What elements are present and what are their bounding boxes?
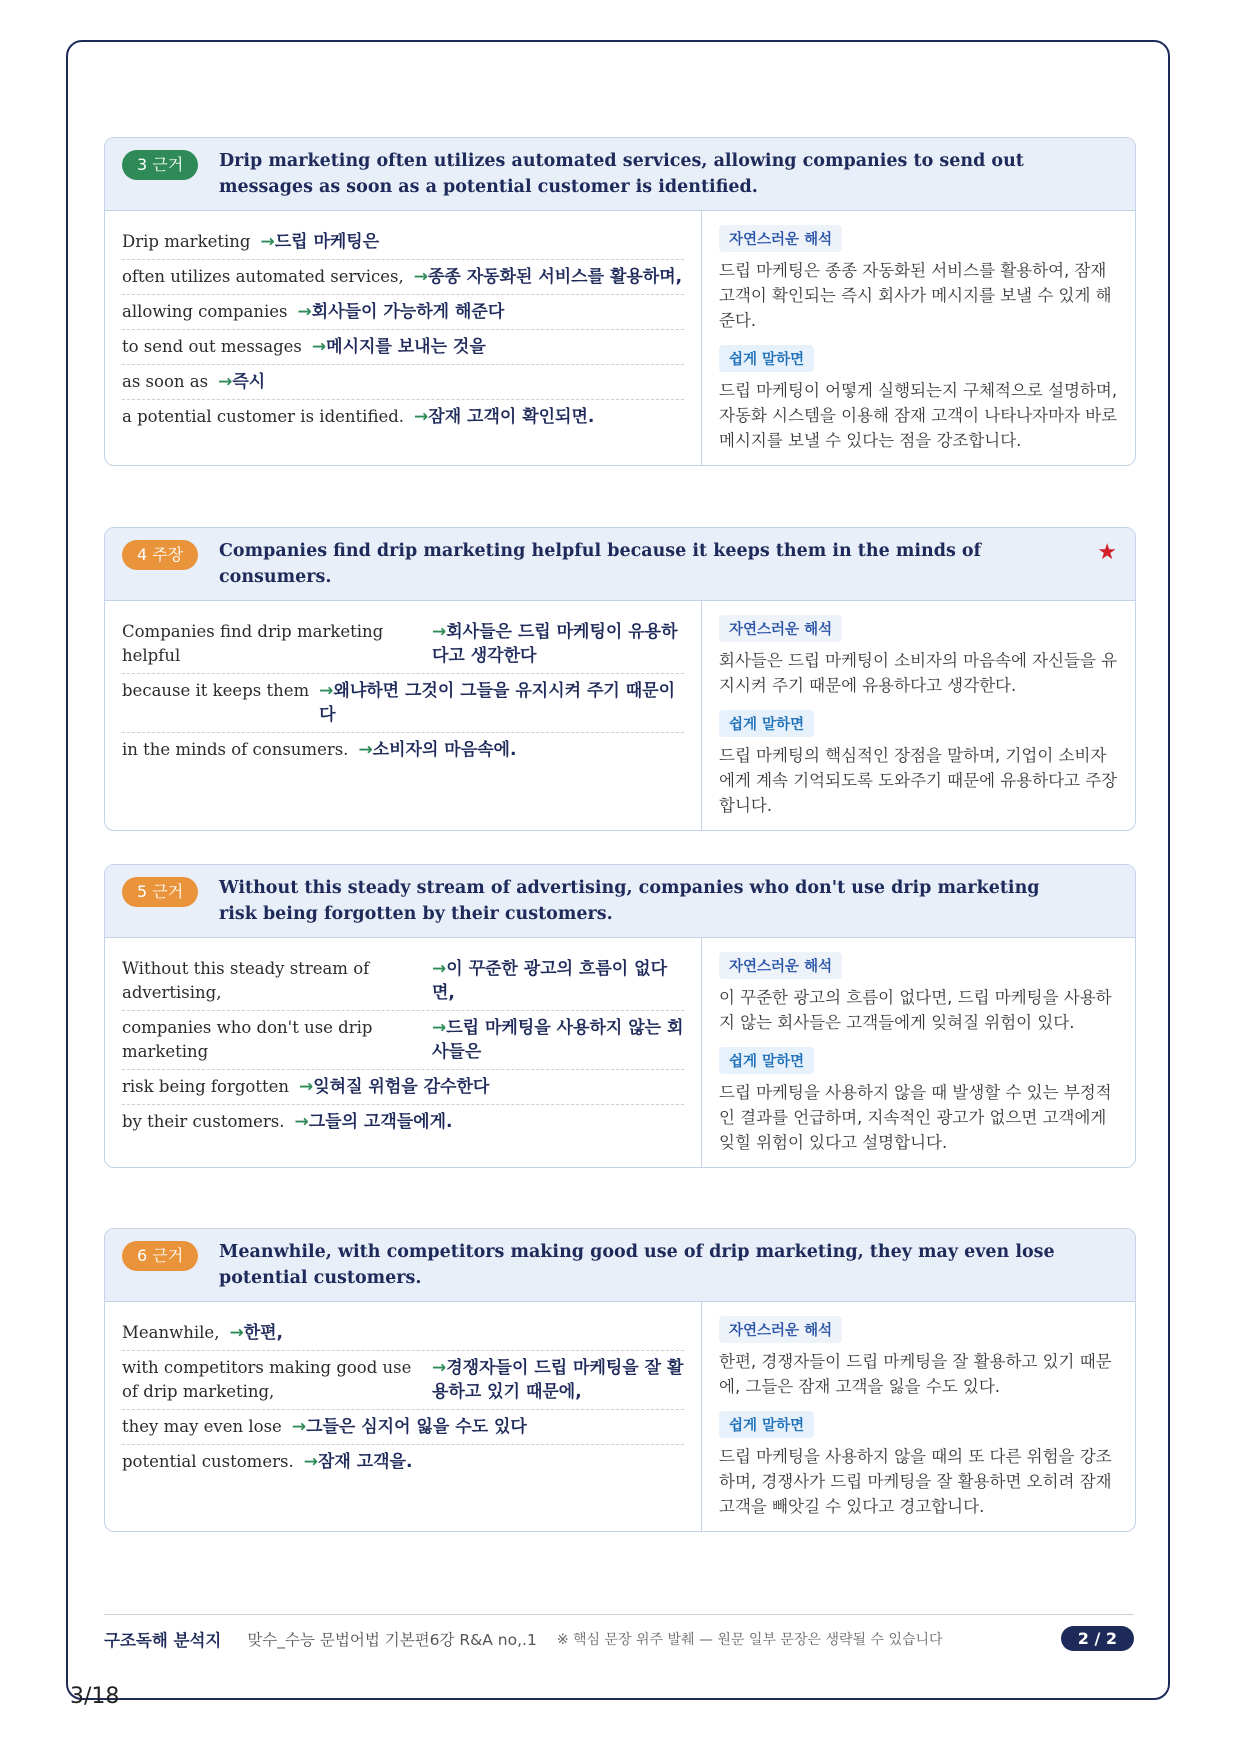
- chunk-en: often utilizes automated services,: [122, 267, 404, 286]
- chunk-en: Companies find drip marketing helpful: [122, 622, 384, 665]
- natural-label: 자연스러운 해석: [719, 615, 842, 642]
- interpretation-panel: [702, 1302, 1135, 1531]
- chunk-ko: 회사들은 드립 마케팅이 유용하다고 생각한다: [432, 622, 678, 666]
- chunk-row: [122, 330, 684, 365]
- easy-explanation: 드립 마케팅을 사용하지 않을 때의 또 다른 위험을 강조하며, 경쟁사가 드립 마케팅을 잘 활용하면 오히려 잠재 고객을 빼앗길 수 있다고 경고합니다.: [719, 1447, 1112, 1516]
- chunk-list: [105, 1302, 702, 1531]
- arrow-icon: →: [358, 740, 373, 760]
- chunk-ko: 경쟁자들이 드립 마케팅을 잘 활용하고 있기 때문에,: [432, 1358, 684, 1402]
- chunk-ko: 잠재 고객이 확인되면.: [428, 407, 595, 427]
- chunk-ko: 종종 자동화된 서비스를 활용하며,: [427, 267, 683, 287]
- chunk-ko: 그들의 고객들에게.: [308, 1112, 453, 1132]
- natural-label: 자연스러운 해석: [719, 225, 842, 252]
- footer-note: ※ 핵심 문장 위주 발췌 — 원문 일부 문장은 생략될 수 있습니다: [556, 1632, 943, 1648]
- chunk-en: in the minds of consumers.: [122, 740, 349, 759]
- chunk-list: [105, 938, 702, 1167]
- arrow-icon: →: [414, 407, 429, 427]
- chunk-en: Meanwhile,: [122, 1323, 220, 1342]
- sentence-card-3: [104, 137, 1136, 466]
- arrow-icon: →: [432, 1358, 447, 1378]
- footer-divider: [104, 1614, 1134, 1615]
- chunk-ko: 이 꾸준한 광고의 흐름이 없다면,: [432, 959, 667, 1003]
- chunk-row: [122, 1445, 684, 1479]
- chunk-en: Drip marketing: [122, 232, 251, 251]
- sentence-text: Without this steady stream of advertising, companies who don't use drip marketing risk being forgotten by their customers.: [219, 878, 1040, 924]
- page-counter: 3/18: [70, 1684, 120, 1709]
- chunk-row: [122, 400, 684, 434]
- easy-label: 쉽게 말하면: [719, 710, 814, 737]
- chunk-row: [122, 365, 684, 400]
- arrow-icon: →: [299, 1077, 314, 1097]
- arrow-icon: →: [291, 1417, 307, 1437]
- chunk-ko: 잠재 고객을.: [317, 1452, 413, 1472]
- easy-explanation: 드립 마케팅이 어떻게 실행되는지 구체적으로 설명하며, 자동화 시스템을 이용해 잠재 고객이 나타나자마자 바로 메시지를 보낼 수 있다는 점을 강조합니다.: [719, 381, 1118, 450]
- chunk-en: with competitors making good use of drip marketing,: [122, 1358, 412, 1401]
- chunk-list: [105, 601, 702, 830]
- chunk-ko: 메시지를 보내는 것을: [326, 337, 486, 357]
- arrow-icon: →: [303, 1452, 318, 1472]
- interpretation-panel: [702, 211, 1135, 465]
- chunk-row: [122, 1351, 684, 1410]
- chunk-ko: 잊혀질 위험을 감수한다: [313, 1077, 490, 1097]
- chunk-ko: 그들은 심지어 잃을 수도 있다: [306, 1417, 527, 1437]
- chunk-row: [122, 1011, 684, 1070]
- chunk-ko: 드립 마케팅은: [274, 232, 380, 252]
- chunk-row: [122, 225, 684, 260]
- sentence-badge: 4 주장: [122, 540, 198, 570]
- arrow-icon: →: [294, 1112, 309, 1132]
- arrow-icon: →: [297, 302, 312, 322]
- interpretation-panel: [702, 938, 1135, 1167]
- chunk-row: [122, 733, 684, 767]
- chunk-en: as soon as: [122, 372, 209, 391]
- sentence-badge: 6 근거: [122, 1241, 198, 1271]
- sentence-card-4: [104, 527, 1136, 831]
- chunk-row: [122, 615, 684, 674]
- arrow-icon: →: [413, 267, 428, 287]
- chunk-en: to send out messages: [122, 337, 302, 356]
- chunk-en: a potential customer is identified.: [122, 407, 405, 426]
- sentence-text: Companies find drip marketing helpful because it keeps them in the minds of consumers.: [219, 541, 982, 587]
- arrow-icon: →: [260, 232, 275, 252]
- chunk-ko: 즉시: [232, 372, 266, 392]
- sentence-badge: 3 근거: [122, 150, 198, 180]
- chunk-row: [122, 1316, 684, 1351]
- natural-translation: 이 꾸준한 광고의 흐름이 없다면, 드립 마케팅을 사용하지 않는 회사들은 고객들에게 잊혀질 위험이 있다.: [719, 988, 1112, 1032]
- chunk-row: [122, 952, 684, 1011]
- easy-label: 쉽게 말하면: [719, 345, 814, 372]
- sentence-text: Meanwhile, with competitors making good use of drip marketing, they may even lose potential customers.: [219, 1242, 1055, 1288]
- easy-explanation: 드립 마케팅을 사용하지 않을 때 발생할 수 있는 부정적인 결과를 언급하며, 지속적인 광고가 없으면 고객에게 잊힐 위험이 있다고 설명합니다.: [719, 1083, 1112, 1152]
- arrow-icon: →: [432, 622, 447, 642]
- chunk-en: companies who don't use drip marketing: [122, 1018, 373, 1061]
- chunk-row: [122, 260, 684, 295]
- natural-translation: 한편, 경쟁자들이 드립 마케팅을 잘 활용하고 있기 때문에, 그들은 잠재 고객을 잃을 수도 있다.: [719, 1352, 1112, 1396]
- star-icon: ★: [1097, 540, 1117, 565]
- arrow-icon: →: [319, 681, 334, 701]
- natural-label: 자연스러운 해석: [719, 1316, 842, 1343]
- chunk-row: [122, 1410, 684, 1445]
- chunk-list: [105, 211, 702, 465]
- easy-label: 쉽게 말하면: [719, 1411, 814, 1438]
- card-header: [105, 528, 1135, 601]
- chunk-en: because it keeps them: [122, 681, 310, 700]
- chunk-en: they may even lose: [122, 1417, 282, 1436]
- easy-explanation: 드립 마케팅의 핵심적인 장점을 말하며, 기업이 소비자에게 계속 기억되도록 도와주기 때문에 유용하다고 주장합니다.: [719, 746, 1118, 815]
- arrow-icon: →: [311, 337, 327, 357]
- chunk-ko: 드립 마케팅을 사용하지 않는 회사들은: [432, 1018, 684, 1062]
- card-header: [105, 1229, 1135, 1302]
- sentence-badge: 5 근거: [122, 877, 198, 907]
- chunk-en: risk being forgotten: [122, 1077, 289, 1096]
- chunk-row: [122, 1105, 684, 1139]
- sentence-text: Drip marketing often utilizes automated services, allowing companies to send out messages as soon as a potential customer is identified.: [219, 151, 1024, 197]
- chunk-ko: 회사들이 가능하게 해준다: [311, 302, 505, 322]
- sentence-card-5: [104, 864, 1136, 1168]
- arrow-icon: →: [432, 1018, 447, 1038]
- sentence-card-6: [104, 1228, 1136, 1532]
- natural-translation: 드립 마케팅은 종종 자동화된 서비스를 활용하여, 잠재 고객이 확인되는 즉시 회사가 메시지를 보낼 수 있게 해준다.: [719, 261, 1112, 330]
- chunk-row: [122, 1070, 684, 1105]
- footer-source: 맞수_수능 문법어법 기본편6강 R&A no,.1: [247, 1631, 537, 1649]
- chunk-ko: 한편,: [243, 1323, 283, 1343]
- arrow-icon: →: [432, 959, 447, 979]
- natural-label: 자연스러운 해석: [719, 952, 842, 979]
- card-header: [105, 865, 1135, 938]
- card-header: [105, 138, 1135, 211]
- chunk-row: [122, 674, 684, 733]
- natural-translation: 회사들은 드립 마케팅이 소비자의 마음속에 자신들을 유지시켜 주기 때문에 유용하다고 생각한다.: [719, 651, 1118, 695]
- interpretation-panel: [702, 601, 1135, 830]
- chunk-en: allowing companies: [122, 302, 288, 321]
- page-indicator: 2 / 2: [1061, 1626, 1134, 1651]
- arrow-icon: →: [218, 372, 233, 392]
- arrow-icon: →: [229, 1323, 244, 1343]
- easy-label: 쉽게 말하면: [719, 1047, 814, 1074]
- chunk-ko: 소비자의 마음속에.: [372, 740, 517, 760]
- chunk-en: by their customers.: [122, 1112, 285, 1131]
- chunk-en: Without this steady stream of advertising,: [122, 959, 370, 1002]
- footer-title: 구조독해 분석지: [104, 1631, 222, 1650]
- footer: [104, 1624, 1134, 1654]
- chunk-ko: 왜냐하면 그것이 그들을 유지시켜 주기 때문이다: [319, 681, 676, 725]
- chunk-en: potential customers.: [122, 1452, 294, 1471]
- chunk-row: [122, 295, 684, 330]
